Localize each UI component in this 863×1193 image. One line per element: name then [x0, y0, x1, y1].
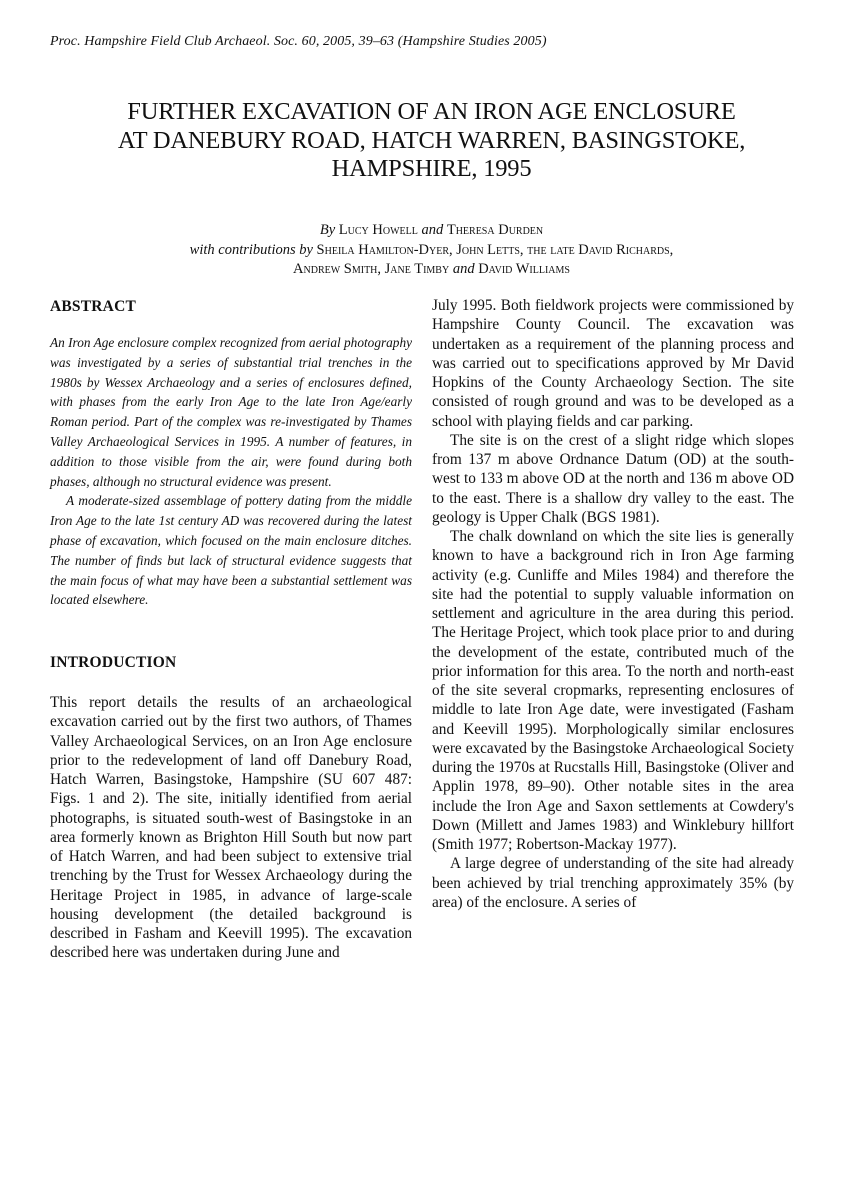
intro-paragraph-1: This report details the results of an archaeological excavation carried out by the first two authors, of Thames Valley Archaeological Services, on an Iron Age enclosure prior to the redevelopment of land off Danebury Road, Hatch Warren, Basingstoke, Hampshire (SU 607 487: Figs. 1 and 2). The site, initially identified from aerial photographs, is situated south-west of Basingstoke in an area formerly known as Brighton Hill South but now part of Hatch Warren, and had been subject to extensive trial trenching by the Trust for Wessex Archaeology during the Heritage Project in 1985, in advance of large-scale housing development (the detailed background is described in Fasham and Keevill 1995). The excavation described here was undertaken during June and — [50, 694, 412, 962]
author-2: Theresa Durden — [446, 222, 544, 238]
title-line-2: AT DANEBURY ROAD, HATCH WARREN, BASINGSTOKE, — [117, 126, 746, 154]
right-column — [432, 296, 794, 912]
introduction-body-right — [432, 296, 794, 912]
intro-paragraph-2: The site is on the crest of a slight ridge which slopes from 137 m above Ordnance Datum (OD) at the south-west to 133 m above OD at the north and 136 m above OD to the east. There is a shallow dry valley to the east. The geology is Upper Chalk (BGS 1981). — [432, 431, 794, 526]
contributors-3: David Williams — [478, 261, 570, 277]
abstract-body — [50, 333, 412, 610]
abstract-paragraph-1: An Iron Age enclosure complex recognized from aerial photography was investigated by a series of substantial trial trenches in the 1980s by Wessex Archaeology and a series of enclosures defined, with phases from the early Iron Age to the late Iron Age/early Roman period. Part of the complex was re-investigated by Thames Valley Archaeological Services in 1995. A number of features, in addition to those visible from the air, were found during both phases, although no structural evidence was present. — [50, 335, 412, 489]
authors-line — [40, 221, 823, 241]
contributors-1: Sheila Hamilton-Dyer, John Letts, the late David Richards, — [316, 241, 674, 258]
contributions-prefix: with contributions by — [189, 241, 313, 258]
article-title — [40, 98, 823, 184]
introduction-heading: INTRODUCTION — [50, 654, 177, 672]
title-line-3: HAMPSHIRE, 1995 — [331, 155, 532, 182]
abstract-paragraph-2: A moderate-sized assemblage of pottery dating from the middle Iron Age to the late 1st century AD was recovered during the latest phase of excavation, which focused on the main enclosure ditches. The number of finds but lack of structural evidence suggests that the main focus of what may have been a substantial settlement was located elsewhere. — [50, 493, 412, 608]
contributors-2: Andrew Smith, Jane Timby — [293, 261, 450, 277]
and-word-2: and — [452, 261, 475, 277]
introduction-body-left — [50, 693, 412, 963]
intro-paragraph-4: A large degree of understanding of the site had already been achieved by trial trenching approximately 35% (by area) of the enclosure. A series of — [432, 855, 794, 911]
by-word: By — [319, 222, 336, 238]
intro-paragraph-3: The chalk downland on which the site lies is generally known to have a background rich in Iron Age farming activity (e.g. Cunliffe and Miles 1984) and therefore the site had the potential to supply valuable information on settlement and agriculture in the area during this period. The Heritage Project, which took place prior to and during the development of the estate, contributed much of the prior information for this area. To the north and north-east of the site several cropmarks, representing enclosures of middle to late Iron Age date, were investigated (Fasham and Keevill 1995). Morphologically similar enclosures were excavated by the Basingstoke Archaeological Society during the 1970s at Rucstalls Hill, Basingstoke (Oliver and Applin 1978, 89–90). Other notable sites in the area include the Iron Age and Saxon settlements at Cowdery's Down (Millett and James 1983) and Winklebury hillfort (Smith 1977; Robertson-Mackay 1977). — [432, 528, 794, 853]
title-line-1: FURTHER EXCAVATION OF AN IRON AGE ENCLOSURE — [127, 98, 736, 125]
intro-paragraph-1-cont: July 1995. Both fieldwork projects were commissioned by Hampshire County Council. The excavation was undertaken as a requirement of the planning process and was carried out to specifications approved by Mr David Hopkins of the County Archaeology Section. The site consisted of rough ground and was to be developed as a school with playing fields and car parking. — [432, 297, 794, 430]
contributors-line-1 — [40, 241, 823, 261]
author-block — [40, 221, 823, 280]
author-1: Lucy Howell — [338, 222, 418, 238]
left-column — [50, 296, 412, 963]
contributors-line-2 — [40, 260, 823, 280]
and-word-1: and — [421, 222, 444, 238]
abstract-heading: ABSTRACT — [50, 298, 137, 315]
running-head: Proc. Hampshire Field Club Archaeol. Soc. 60, 2005, 39–63 (Hampshire Studies 2005) — [50, 34, 547, 49]
